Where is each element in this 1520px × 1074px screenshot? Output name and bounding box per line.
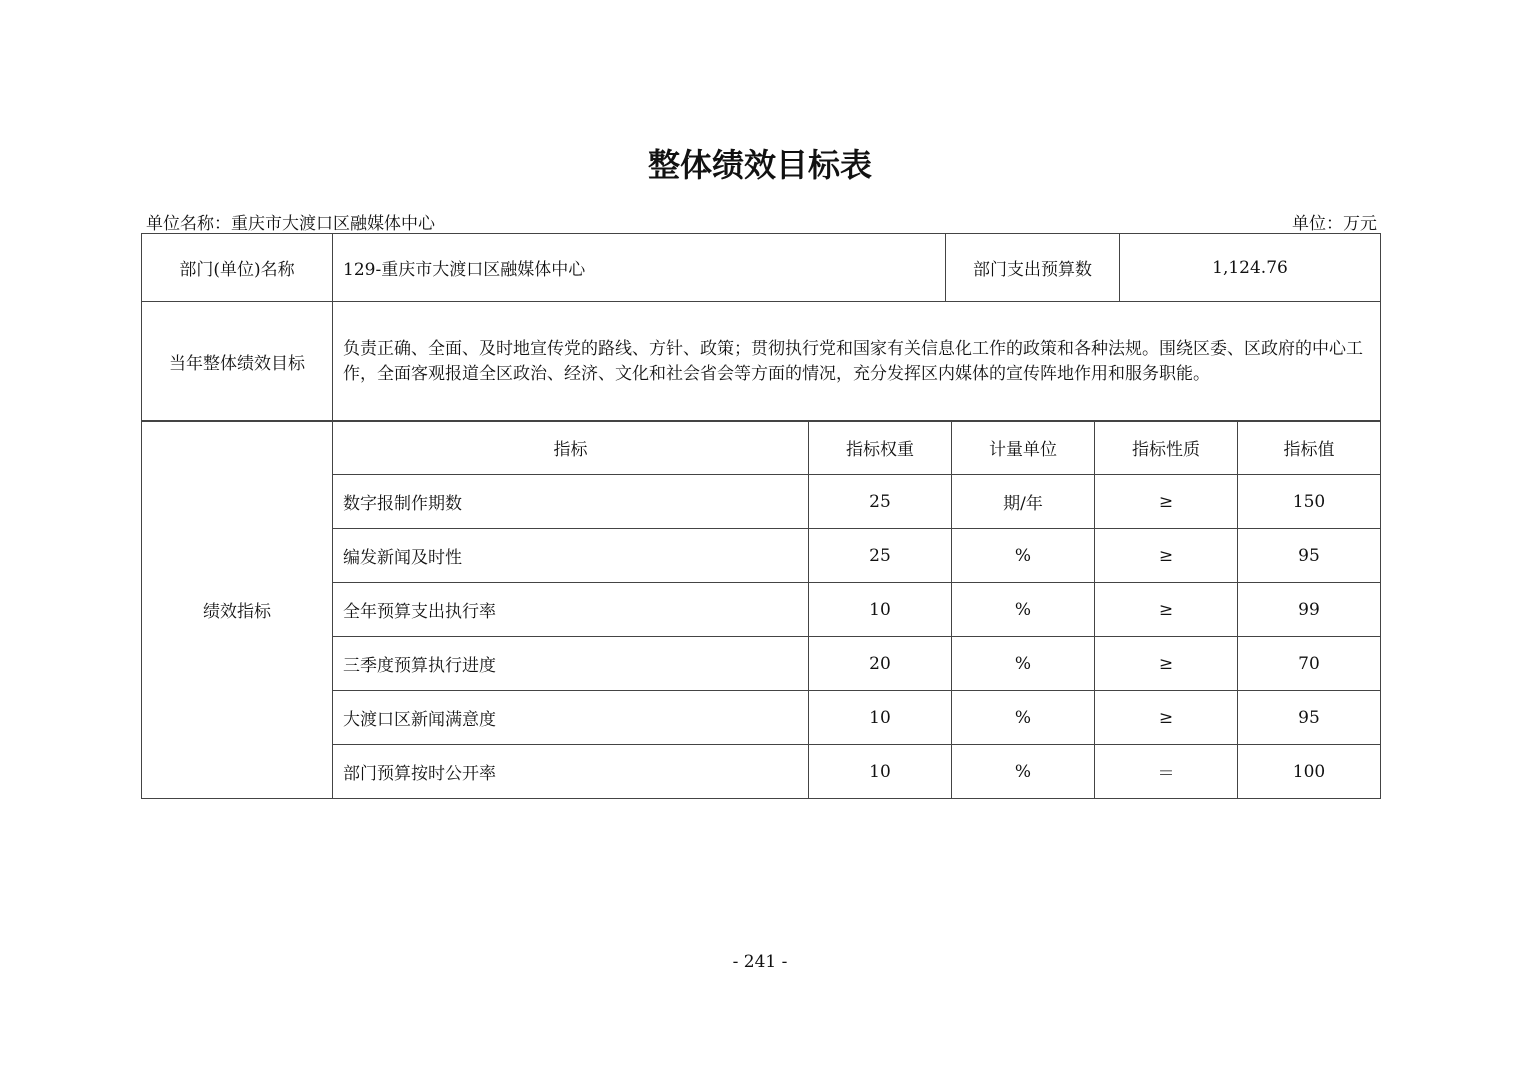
dept-name: 129-重庆市大渡口区融媒体中心 bbox=[333, 234, 946, 302]
goal-label: 当年整体绩效目标 bbox=[142, 302, 333, 422]
budget-value: 1,124.76 bbox=[1120, 234, 1381, 302]
measure-unit: % bbox=[952, 529, 1095, 583]
indicator-nature: ≥ bbox=[1095, 583, 1238, 637]
indicator-value: 99 bbox=[1238, 583, 1381, 637]
weight: 20 bbox=[809, 637, 952, 691]
indicator-nature: ≥ bbox=[1095, 637, 1238, 691]
page-number: - 241 - bbox=[732, 952, 788, 972]
indicator-name: 编发新闻及时性 bbox=[333, 529, 809, 583]
measure-unit: 期/年 bbox=[952, 475, 1095, 529]
indicator-value: 70 bbox=[1238, 637, 1381, 691]
summary-table bbox=[141, 233, 1381, 422]
weight: 10 bbox=[809, 745, 952, 799]
indicator-table bbox=[141, 420, 1381, 799]
column-header: 指标值 bbox=[1238, 421, 1381, 475]
indicator-name: 大渡口区新闻满意度 bbox=[333, 691, 809, 745]
weight: 10 bbox=[809, 583, 952, 637]
measure-unit: % bbox=[952, 637, 1095, 691]
measure-unit: % bbox=[952, 691, 1095, 745]
measure-unit: % bbox=[952, 745, 1095, 799]
indicator-value: 150 bbox=[1238, 475, 1381, 529]
indicator-value: 95 bbox=[1238, 529, 1381, 583]
column-header: 计量单位 bbox=[952, 421, 1095, 475]
column-header: 指标性质 bbox=[1095, 421, 1238, 475]
weight: 10 bbox=[809, 691, 952, 745]
indicator-nature: ≥ bbox=[1095, 529, 1238, 583]
column-header: 指标 bbox=[333, 421, 809, 475]
indicator-name: 部门预算按时公开率 bbox=[333, 745, 809, 799]
column-header: 指标权重 bbox=[809, 421, 952, 475]
weight: 25 bbox=[809, 529, 952, 583]
currency-unit: 单位：万元 bbox=[1292, 214, 1377, 234]
indicator-name: 全年预算支出执行率 bbox=[333, 583, 809, 637]
indicator-name: 三季度预算执行进度 bbox=[333, 637, 809, 691]
goal-text: 负责正确、全面、及时地宣传党的路线、方针、政策；贯彻执行党和国家有关信息化工作的政策和各种法规。围绕区委、区政府的中心工作，全面客观报道全区政治、经济、文化和社会省会等方面的情况，充分发挥区内媒体的宣传阵地作用和服务职能。 bbox=[333, 302, 1381, 422]
indicator-nature: ≥ bbox=[1095, 691, 1238, 745]
indicator-nature: ＝ bbox=[1095, 745, 1238, 799]
indicator-value: 95 bbox=[1238, 691, 1381, 745]
indicator-nature: ≥ bbox=[1095, 475, 1238, 529]
indicators-label: 绩效指标 bbox=[142, 421, 333, 799]
measure-unit: % bbox=[952, 583, 1095, 637]
indicator-value: 100 bbox=[1238, 745, 1381, 799]
page-title: 整体绩效目标表 bbox=[647, 146, 872, 184]
dept-name-label: 部门(单位)名称 bbox=[142, 234, 333, 302]
budget-label: 部门支出预算数 bbox=[946, 234, 1120, 302]
indicator-name: 数字报制作期数 bbox=[333, 475, 809, 529]
unit-name: 单位名称：重庆市大渡口区融媒体中心 bbox=[146, 214, 435, 234]
weight: 25 bbox=[809, 475, 952, 529]
